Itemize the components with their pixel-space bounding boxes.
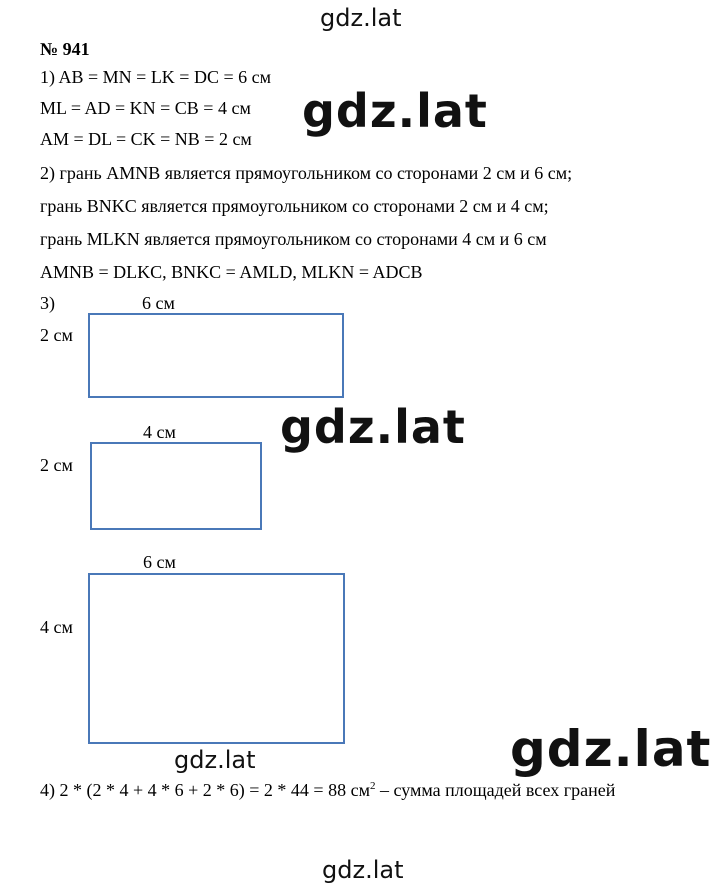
watermark-middle-1: gdz.lat bbox=[302, 84, 488, 138]
part1-line1: 1) AB = MN = LK = DC = 6 см bbox=[40, 67, 271, 87]
part2-line3: грань MLKN является прямоугольником со сторонами 4 см и 6 см bbox=[40, 229, 547, 249]
part4-line bbox=[40, 779, 615, 801]
watermark-top: gdz.lat bbox=[320, 4, 402, 32]
rect-4x2 bbox=[90, 442, 262, 530]
watermark-middle-2: gdz.lat bbox=[276, 400, 470, 454]
part4-suffix: – сумма площадей всех граней bbox=[375, 780, 616, 800]
rect-6x4 bbox=[88, 573, 345, 744]
watermark-small: gdz.lat bbox=[174, 746, 256, 774]
part1-line2: ML = AD = KN = CB = 4 см bbox=[40, 98, 251, 118]
part3-label: 3) bbox=[40, 293, 55, 313]
watermark-bottom: gdz.lat bbox=[322, 856, 404, 884]
problem-number: № 941 bbox=[40, 39, 90, 59]
watermark-big: gdz.lat bbox=[510, 720, 712, 778]
rect-6x2 bbox=[88, 313, 344, 398]
part4-formula: 4) 2 * (2 * 4 + 4 * 6 + 2 * 6) = 2 * 44 = 88 см bbox=[40, 780, 370, 800]
part2-line2: грань BNKC является прямоугольником со сторонами 2 см и 4 см; bbox=[40, 196, 549, 216]
part2-line4: AMNB = DLKC, BNKC = AMLD, MLKN = ADCB bbox=[40, 262, 423, 282]
part1-line3: AM = DL = CK = NB = 2 см bbox=[40, 129, 252, 149]
rect3-side-label: 4 см bbox=[40, 617, 73, 637]
rect3-top-label: 6 см bbox=[143, 552, 176, 572]
rect2-side-label: 2 см bbox=[40, 455, 73, 475]
part4-superscript: 2 bbox=[369, 780, 376, 792]
rect1-side-label: 2 см bbox=[40, 325, 73, 345]
part2-line1: 2) грань AMNB является прямоугольником со сторонами 2 см и 6 см; bbox=[40, 163, 573, 183]
rect1-top-label: 6 см bbox=[142, 293, 175, 313]
rect2-top-label: 4 см bbox=[143, 422, 176, 442]
